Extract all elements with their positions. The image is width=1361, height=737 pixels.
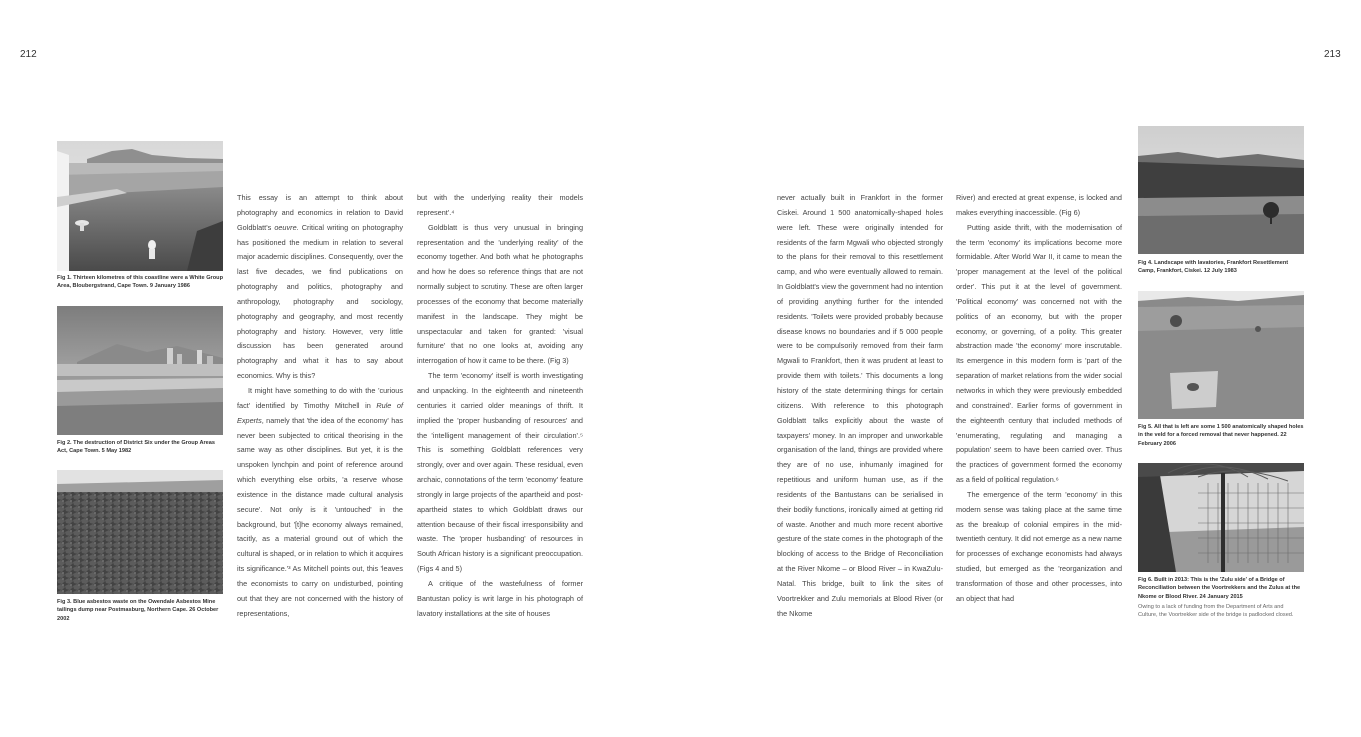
col4-paragraph-2: Putting aside thrift, with the modernisation of the term 'economy' its implications become more formidable. After World War II, it came to mean the 'proper management at the level of the political order'. This put it at the level of government. 'Political economy' was concerned not with the politics of an economy, but with the proper economy, or governing, of a polity. This greater abstraction made 'the economy' more inscrutable. Its emergence in this modern form is 'part of the separation of market relations from the wider social networks in which they were previously embedded and constrained'. Earlier forms of government in the eighteenth century that included methods of 'enumerating, regulating and managing a population' seem to have been carried over. Thus the practices of government formed the economy as a field of political regulation.⁶ xyxy=(956,222,1122,485)
text-column-1 xyxy=(237,191,403,621)
fig5-photo xyxy=(1138,291,1304,419)
col2-paragraph-2: Goldblatt is thus very unusual in bringing representation and the 'underlying reality' of the economy together. And both what he photographs and how he does so reference things that are not normally subject to scrutiny. These are often larger processes of the economy that become materially manifest in the landscape. They might be unspectacular and taken for granted: 'visual furniture' that no one looks at, avoiding any interrogation of how it came to be there. (Fig 3) xyxy=(417,222,583,366)
fig2-photo xyxy=(57,306,223,435)
text-column-2 xyxy=(417,191,583,621)
text-column-3 xyxy=(777,191,943,621)
fig5-caption: Fig 5. All that is left are some 1 500 anatomically shaped holes in the veld for a forced removal that never happened. 22 February 2006 xyxy=(1138,424,1304,447)
fig6-caption-text: Fig 6. Built in 2013: This is the 'Zulu side' of a Bridge of Reconciliation between the Voortrekkers and the Zulus at the Nkome or Blood River. 24 January 2015 xyxy=(1138,577,1301,600)
col4-paragraph-3: The emergence of the term 'economy' in this modern sense was taking place at the same time as the breakup of colonial empires in the mid-twentieth century. It did not emerge as a new name for processes of exchange economists had always studied, but emerged as the 'reorganization and transformation of those and other processes, into an object that had xyxy=(956,489,1122,603)
fig6-caption-note: Owing to a lack of funding from the Department of Arts and Culture, the Voortrekker side of the bridge is padlocked closed. xyxy=(1138,604,1294,618)
col2-paragraph-3: The term 'economy' itself is worth investigating and unpacking. In the eighteenth and nineteenth centuries it carried older meanings of thrift. It implied the 'proper husbanding of resources' and the 'intelligent management of their circulation'.⁵ This is something Goldblatt references very strongly, over and over again. These residual, even archaic, connotations of the term 'economy' feature strongly in large projects of the apartheid and post-apartheid states to which Goldblatt draws our attention because of their fiscal irresponsibility and waste. The 'proper husbanding' of resources in South African history is a significant preoccupation. (Figs 4 and 5) xyxy=(417,371,583,574)
page-number-right: 213 xyxy=(1324,49,1341,60)
fig3-photo xyxy=(57,470,223,594)
fig1-caption: Fig 1. Thirteen kilometres of this coastline were a White Group Area, Bloubergstrand, Cape Town. 9 January 1986 xyxy=(57,275,223,290)
fig2-caption: Fig 2. The destruction of District Six under the Group Areas Act, Cape Town. 5 May 1982 xyxy=(57,440,215,455)
col2-paragraph-4: A critique of the wastefulness of former Bantustan policy is writ large in his photograph of lavatory installations at the site of houses xyxy=(417,578,583,618)
fig3-caption: Fig 3. Blue asbestos waste on the Owendale Asbestos Mine tailings dump near Postmasburg, Northern Cape. 26 October 2002 xyxy=(57,599,219,622)
fig6-photo xyxy=(1138,463,1304,572)
page-number-left: 212 xyxy=(20,49,37,60)
col1-paragraph-2: It might have something to do with the 'curious fact' identified by Timothy Mitchell in Rule of Experts, namely that 'the idea of the economy' has never been subjected to critical theorising in the same way as other disciplines. But yet, it is the unspoken lynchpin and point of reference around which everything else orbits, 'a reserve whose existence in the distance made cultural analysis secure'. Not only is it 'untouched' in the background, but '[t]he economy always remained, tacitly, as a material ground out of which the cultural is shaped, or in relation to which it acquires its significance.'³ As Mitchell points out, this 'leaves the economists to carry on undisturbed, pointing out that they are not concerned with the history of representations, xyxy=(237,385,403,618)
fig4-photo xyxy=(1138,126,1304,254)
fig1-photo xyxy=(57,141,223,271)
col3-paragraph-1: never actually built in Frankfort in the former Ciskei. Around 1 500 anatomically-shaped holes were left. These were originally intended for residents of the farm Mgwali who objected strongly to the plans for their removal to this resettlement camp, and who were eventually allowed to remain. In Goldblatt's view the government had no intention of providing anything further for the intended residents. 'Toilets were provided probably because disease knows no boundaries and if 5 000 people were to be compulsorily removed from their farm Mgwali to Frankfort, then it was prudent at least to provide them with toilets.' This documents a long history of the state determining things for certain citizens. With reference to this photograph Goldblatt talks explicitly about the waste of taxpayers' money. In an improper and unworkable organisation of the land, things are provided where they are of no use, inhumanly imagined for repetitious and uniform human use, as if the residents of the Bantustans can be serialised in their bodily functions, ironically aimed at getting rid of waste. Another and much more recent abortive gesture of the state comes in the photograph of the blocking of access to the Bridge of Reconciliation at the River Nkome – or Blood River – in KwaZulu-Natal. This bridge, built to link the sites of Voortrekker and Zulu memorials at Blood River (or the Nkome xyxy=(777,193,943,618)
col2-paragraph-1: but with the underlying reality their models represent'.⁴ xyxy=(417,193,583,217)
text-column-4 xyxy=(956,191,1122,607)
col4-paragraph-1: River) and erected at great expense, is locked and makes everything inaccessible. (Fig 6) xyxy=(956,193,1122,217)
col1-paragraph-1: This essay is an attempt to think about photography and economics in relation to David Goldblatt's oeuvre. Critical writing on photography has positioned the medium in relation to several major academic disciplines. Consequently, over the last five decades, we find publications on photography and politics, photography and anthropology, photography and sociology, photography and geography, and most recently photography and history. However, very little discussion has been generated around photography and what it has to say about economics. Why is this? xyxy=(237,193,403,381)
fig4-caption: Fig 4. Landscape with lavatories, Frankfort Resettlement Camp, Frankfort, Ciskei. 12 July 1983 xyxy=(1138,260,1289,275)
fig6-caption xyxy=(1138,576,1304,619)
